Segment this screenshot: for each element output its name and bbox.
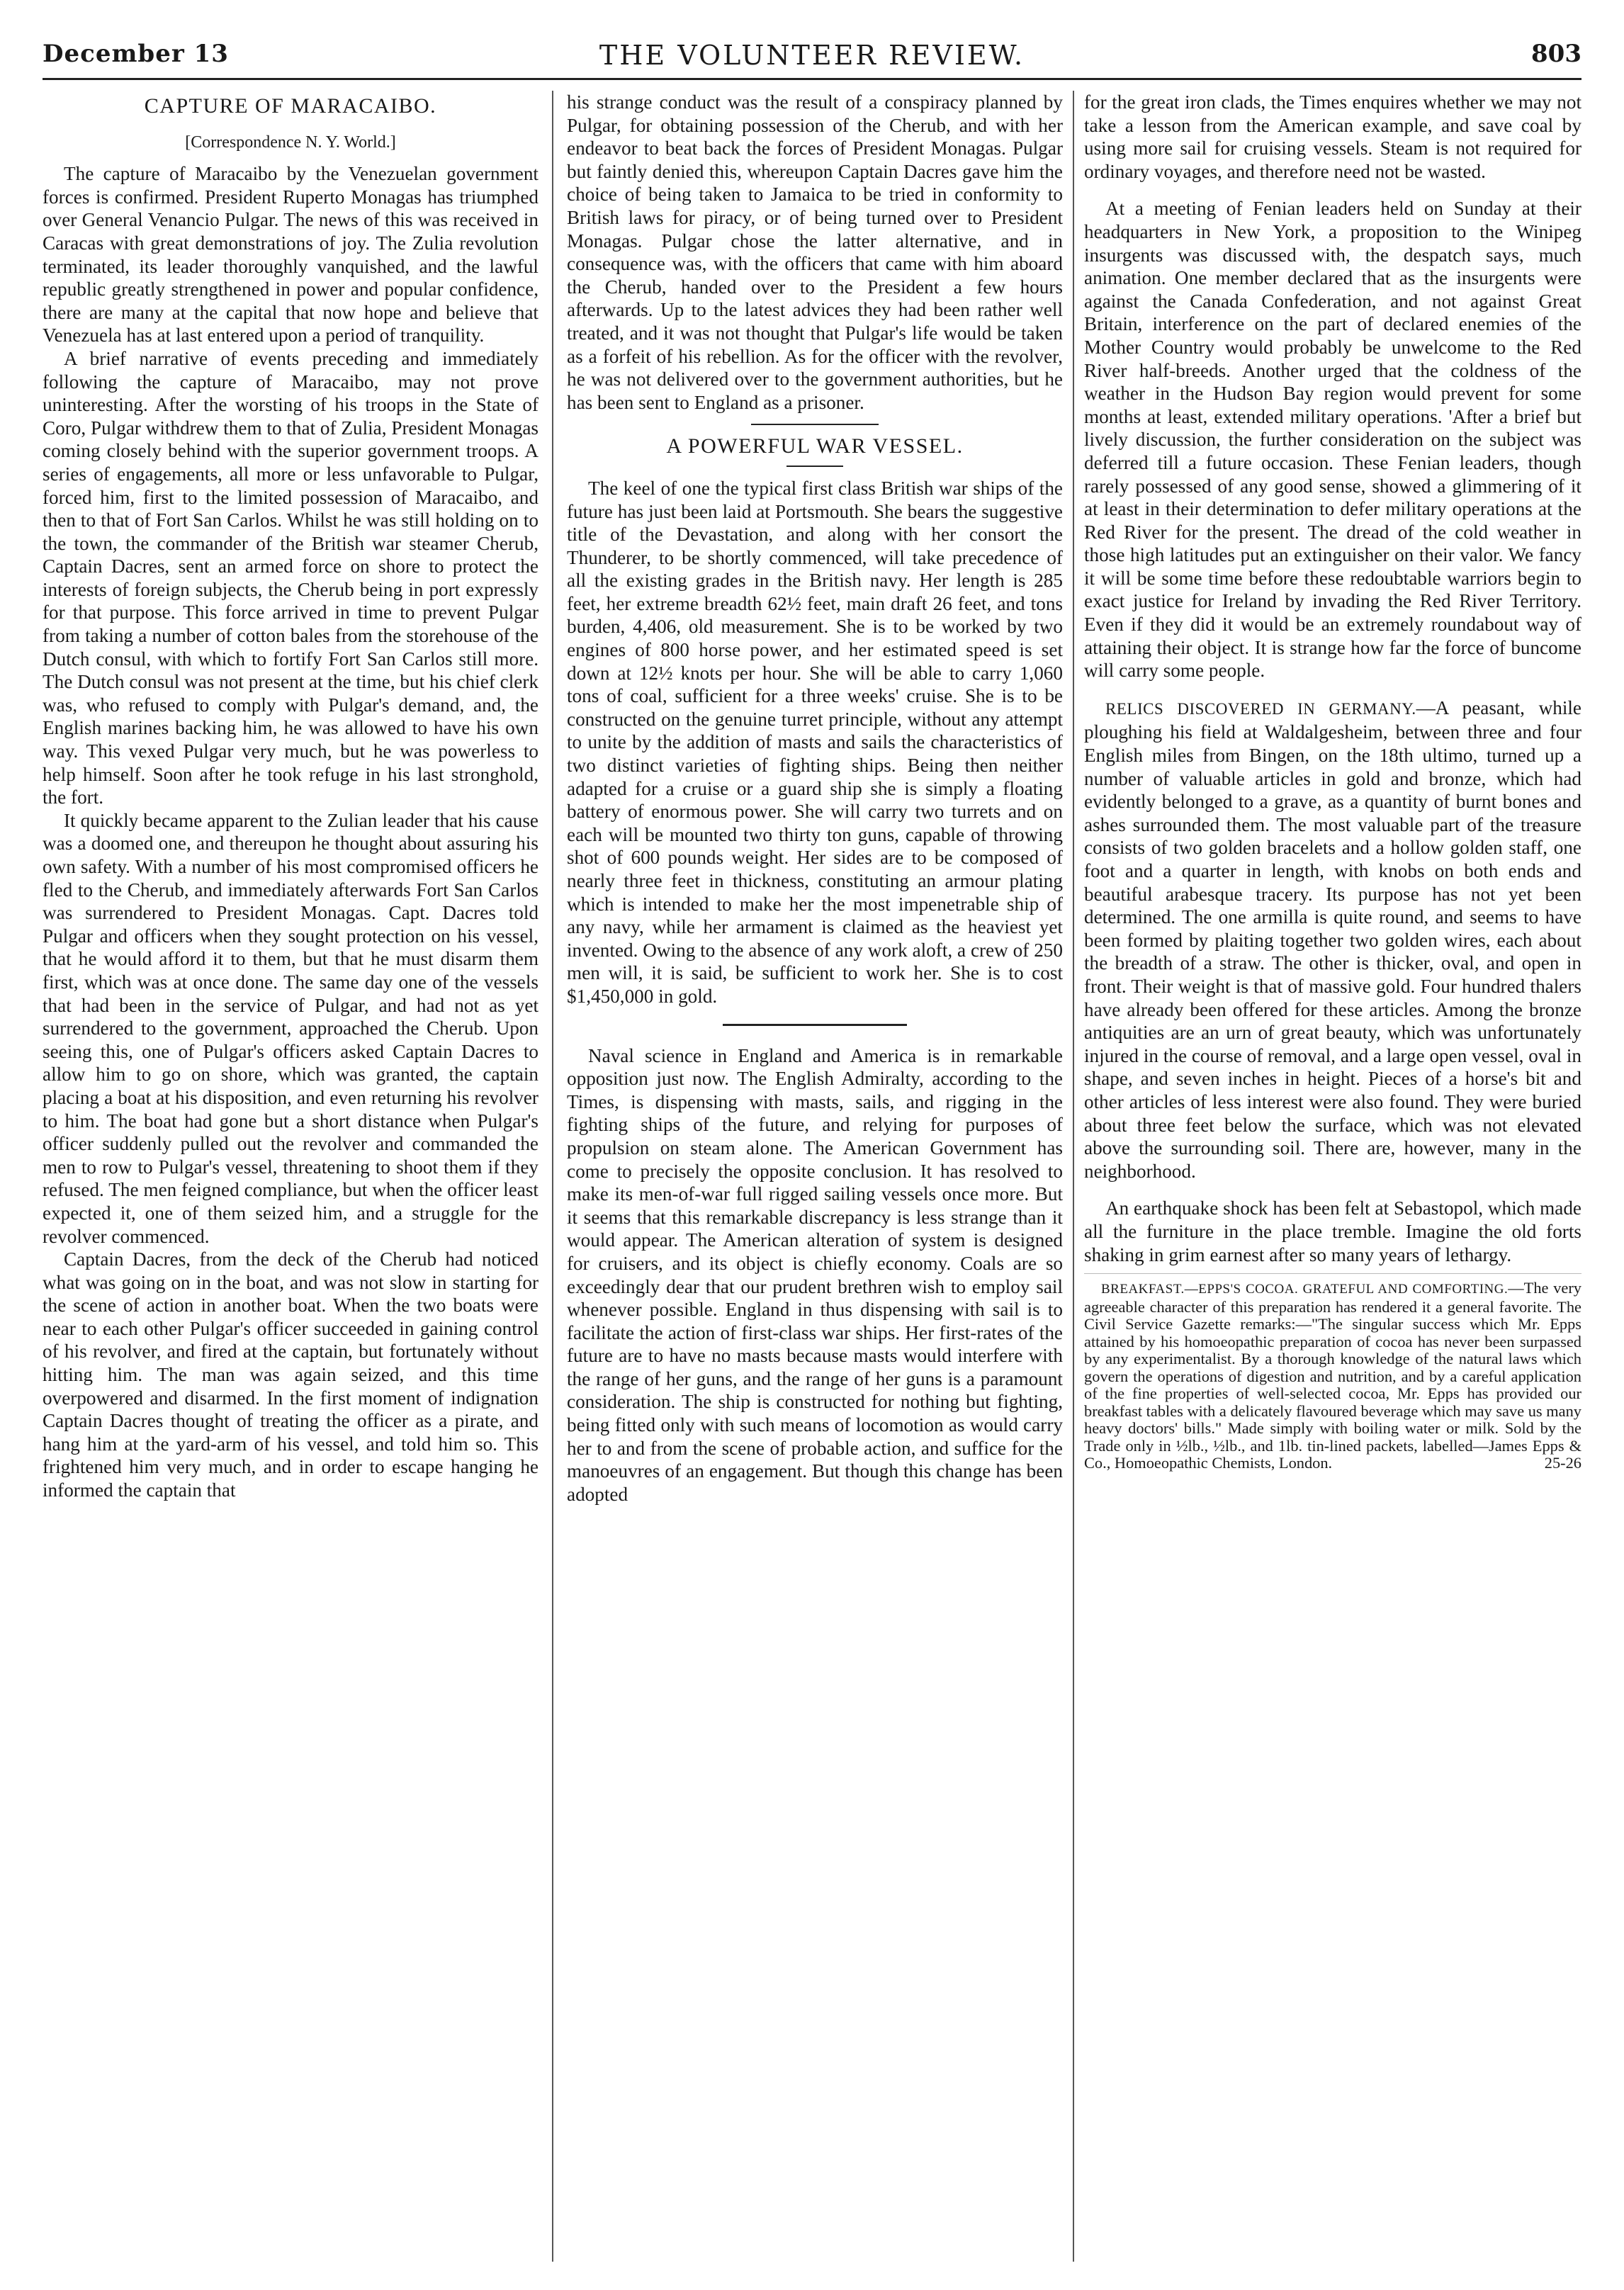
relics-text: —A peasant, while ploughing his field at Waldalgesheim, between three and four English miles from Bingen, on the 18th ultimo, turned up a number of valuable articles in gold and bronze, which had evidently belonged to a grave, as a quantity of burnt bones and ashes surrounded them. The most valuable part of the treasure consists of two golden bracelets and a hollow golden staff, one foot and a quarter in length, with knobs on both ends and beautiful arabesque tracery. Its purpose has not yet been determined. The one armilla is quite round, and seems to have been formed by plaiting together two golden wires, each about the breadth of a straw. The other is thicker, oval, and open in front. Their weight is that of massive gold. Four hundred thalers have already been offered for these articles. Among the bronze antiquities are an urn of great beauty, which was unfortunately injured in the course of removal, and a large open vessel, oval in shape, and seven inches in height. Pieces of a horse's bit and other articles of less interest were also found. They were buried about three feet below the surface, which was not elevated above the surrounding soil. There are, however, many in the neighborhood. (1084, 696, 1581, 1182)
page-header (43, 35, 1581, 80)
column-left (43, 91, 538, 2262)
article-paragraph: It quickly became apparent to the Zulian leader that his cause was a doomed one, and thereupon he thought about assuring his own safety. With a number of his most compromised officers he fled to the Cherub, and immediately afterwards Fort San Carlos was surrendered to President Monagas. Capt. Dacres told Pulgar and officers when they sought protection on his vessel, that he would afford it to them, but that he must disarm them first, which was at once done. The same day one of the vessels that had been in the service of Pulgar, and had not as yet surrendered to the government, approached the Cherub. Upon seeing this, one of Pulgar's officers asked Captain Dacres to allow him to go on shore, which was granted, the captain placing a boat at his disposition, and even returning his revolver to him. The boat had gone but a short distance when Pulgar's officer suddenly pulled out the revolver and commanded the men to row to Pulgar's vessel, threatening to shoot them if they refused. The men feigned compliance, but when the officer least expected it, one of them seized him, and a struggle for the revolver commenced. (43, 809, 538, 1247)
section-rule (751, 424, 879, 425)
article-paragraph: Captain Dacres, from the deck of the Cherub had noticed what was going on in the boat, and was not slow in starting for the scene of action in another boat. When the two boats were near to each other Pulgar's officer succeeded in gaining control of his revolver, and fired at the captain, but fortunately without hitting him. The man was again seized, and this time overpowered and disarmed. In the first moment of indignation Captain Dacres thought of treating the officer as a pirate, and hang him at the yard-arm of his vessel, and told him so. This frightened him very much, and in order to escape hanging he informed the captain that (43, 1248, 538, 1501)
column-middle (567, 91, 1063, 2262)
publication-title: THE VOLUNTEER REVIEW. (599, 40, 1025, 71)
advertisement-text (1084, 1280, 1581, 1472)
advertisement-body: —The very agreeable character of this preparation has rendered it a general favorite. The Civil Service Gazette remarks:—"The singular success which Mr. Epps attained by his homoeopathic preparation of cocoa has never been surpassed by any experimentalist. By a thorough knowledge of the natural laws which govern the operations of digestion and nutrition, and by a careful application of the fine properties of well-selected cocoa, Mr. Epps has provided our breakfast tables with a delicately flavoured beverage which may save us many heavy doctors' bills." Made simply with boiling water or milk. Sold by the Trade only in ½lb., ½lb., and 1lb. tin-lined packets, labelled—James Epps & Co., Homoeopathic Chemists, London. (1084, 1279, 1581, 1472)
article-title-war-vessel: A POWERFUL WAR VESSEL. (666, 434, 964, 458)
article-paragraph-earthquake: An earthquake shock has been felt at Sebastopol, which made all the furniture in the place tremble. Imagine the old forts shaking in grim earnest after so many years of lethargy. (1084, 1197, 1581, 1265)
relics-lead-in: RELICS DISCOVERED IN GERMANY. (1105, 699, 1416, 718)
title-rule (786, 466, 843, 467)
article-paragraph: A brief narrative of events preceding and immediately following the capture of Maracaibo, may not prove uninteresting. After the worsting of his troops in the State of Coro, Pulgar withdrew them to that of Zulia, President Monagas coming closely behind with the superior government troops. A series of engagements, all more or less unfavorable to Pulgar, forced him, first to the limited possession of Maracaibo, and then to that of Fort San Carlos. Whilst he was still holding on to the town, the commander of the British war steamer Cherub, Captain Dacres, sent an armed force on shore to protect the interests of foreign subjects, the Cherub being in port expressly for that purpose. This force arrived in time to prevent Pulgar from taking a number of cotton bales from the storehouse of the Dutch consul, with which to fortify Fort San Carlos still more. The Dutch consul was not present at the time, but his chief clerk was, who refused to comply with Pulgar's demand, and, the English marines backing him, he was allowed to have his own way. This vexed Pulgar very much, but he was powerless to help himself. Soon after he took refuge in his last stronghold, the fort. (43, 347, 538, 808)
column-right (1084, 91, 1581, 2262)
article-paragraph-fenian: At a meeting of Fenian leaders held on Sunday at their headquarters in New York, a proposition to the Winipeg insurgents was discussed with, the despatch says, much animation. One member declared that as the insurgents were against the Canada Confederation, and not against Great Britain, interference on the part of declared enemies of the Mother Country would probably be unwelcome to the Red River half-breeds. Another urged that the coldness of the weather in the Hudson Bay region would prevent for some months at least, extended military operations. 'After a brief but lively discussion, the further consideration on the subject was deferred till a future occasion. These Fenian leaders, though rarely possessed of any good sense, showed a glimmering of it at least in their determination to defer military operations at the Red River for the present. The dread of the cold weather in those high latitudes put an extinguisher on their valor. We fancy it will be some time before these redoubtable warriors begin to exact justice for Ireland by invading the Red River Territory. Even if they did it would be an extremely roundabout way of attaining their object. It is strange how far the force of buncome will carry some people. (1084, 198, 1581, 682)
article-paragraph-continued: his strange conduct was the result of a conspiracy planned by Pulgar, for obtaining possession of the Cherub, and with her endeavor to beat back the forces of President Monagas. Pulgar but faintly denied this, whereupon Captain Dacres gave him the choice of being taken to Jamaica to be tried in conformity to British laws for piracy, or of being turned over to President Monagas. Pulgar chose the latter alternative, and in consequence was, with the officers that came with him aboard the Cherub, handed over to the President a few hours afterwards. Up to the latest advices they had been rather well treated, and it was not thought that Pulgar's life would be taken as a forfeit of his rebellion. As for the officer with the revolver, he was not delivered over to the government authorities, but he has been sent to England as a prisoner. (567, 91, 1063, 413)
article-paragraph: The keel of one the typical first class British war ships of the future has just been laid at Portsmouth. She bears the suggestive title of the Devastation, and along with her consort the Thunderer, to be shortly commenced, will take precedence of all the existing grades in the British navy. Her length is 285 feet, her extreme breadth 62½ feet, main draft 26 feet, and tons burden, 4,406, old measurement. She is to be worked by two engines of 800 horse power, and her estimated speed is set down at 12½ knots per hour. She will be able to carry 1,060 tons of coal, sufficient for a three weeks' cruise. She is to be constructed on the genuine turret principle, without any attempt to unite by the addition of masts and sails the characteristics of two distinct varieties of fighting ships. Being then neither adapted for a cruise or a guard ship she is simply a floating battery of enormous power. She will carry two turrets and on each will be mounted two thirty ton guns, capable of throwing shot of 600 pounds weight. Her sides are to be composed of nearly three feet in thickness, constituting an armour plating which is intended to make her the most impenetrable ship of any navy, while her armament is claimed as the heaviest yet invented. Owing to the absence of any work aloft, a crew of 250 men will, it is said, be sufficient to work her. She is to cost $1,450,000 in gold. (567, 477, 1063, 1007)
article-paragraph-relics (1084, 696, 1581, 1183)
column-divider (552, 91, 553, 2262)
article-paragraph-continued: for the great iron clads, the Times enquires whether we may not take a lesson from the American example, and save coal by using more sail for cruising vessels. Steam is not required for ordinary voyages, and therefore need not be wasted. (1084, 91, 1581, 182)
article-title-maracaibo: CAPTURE OF MARACAIBO. (144, 94, 437, 118)
header-date: December 13 (43, 40, 229, 68)
advertisement-lead-in: BREAKFAST.—EPPS'S COCOA. GRATEFUL AND COMFORTING. (1101, 1282, 1509, 1297)
article-paragraph: The capture of Maracaibo by the Venezuelan government forces is confirmed. President Ruperto Monagas has triumphed over General Venancio Pulgar. The news of this was received in Caracas with great demonstrations of joy. The Zulia revolution terminated, its leader thoroughly vanquished, and the lawful republic greatly strengthened in power and popular confidence, there are many at the capital that now hope and believe that Venezuela has at last entered upon a period of tranquility. (43, 163, 538, 346)
advertisement-code: 25-26 (1544, 1454, 1581, 1472)
article-paragraph-naval-science: Naval science in England and America is in remarkable opposition just now. The English Admiralty, according to the Times, is dispensing with masts, sails, and rigging in the fighting ships of the future, and relying for purposes of propulsion on steam alone. The American Government has come to precisely the opposite conclusion. It has resolved to make its men-of-war full rigged sailing vessels once more. But it seems that this remarkable discrepancy is less strange than it would appear. The American alteration of system is designed for cruisers, and its object is chiefly economy. Coals are so exceedingly dear that our prudent brethren wish to employ sail whenever possible. England in thus dispensing with sail is to facilitate the action of first-class war ships. Her first-rates of the future are to have no masts because masts would interfere with the range of her guns, and the range of her guns is a paramount consideration. The ship is constructed for nothing but fighting, being fitted only with such means of locomotion as would carry her to and from the scene of probable action, and suffice for the manoeuvres of an engagement. But though this change has been adopted (567, 1044, 1063, 1505)
section-rule (723, 1024, 907, 1026)
advertisement-epps-cocoa (1084, 1273, 1581, 1472)
page-number: 803 (1531, 40, 1581, 68)
article-byline: [Correspondence N. Y. World.] (185, 132, 396, 152)
column-divider (1073, 91, 1074, 2262)
